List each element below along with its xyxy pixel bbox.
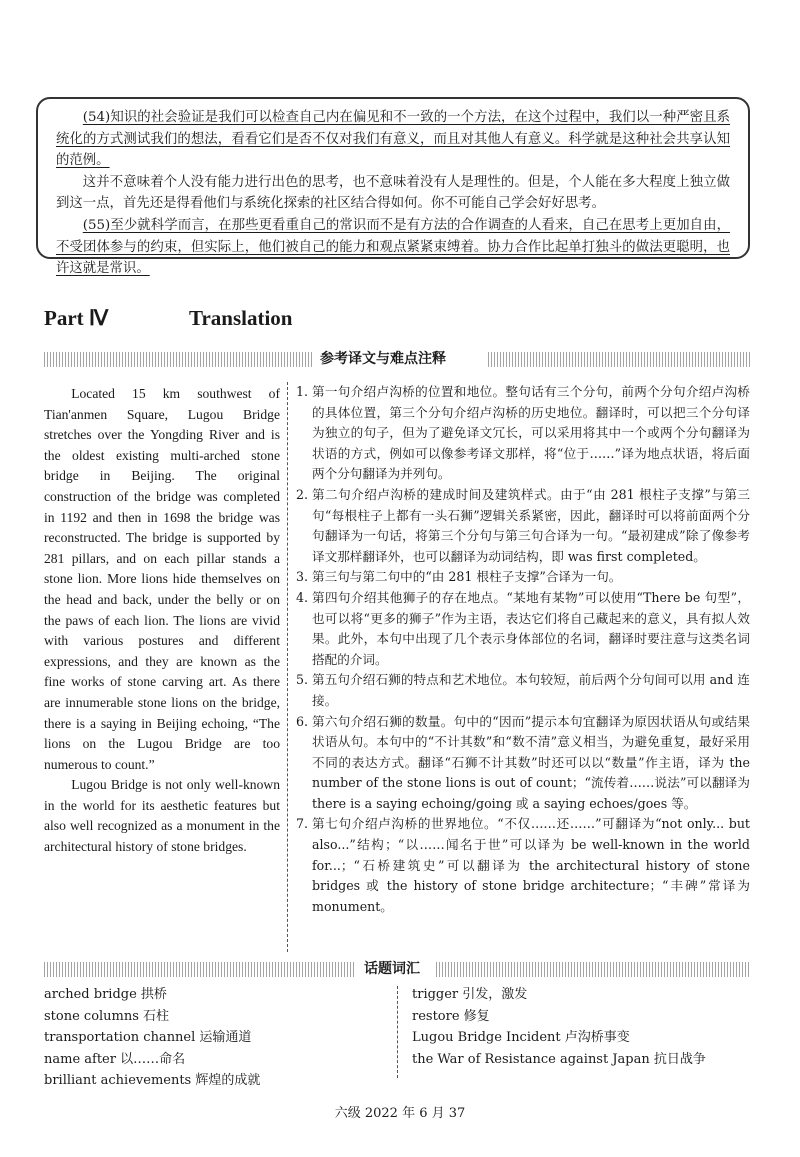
vocab-item: Lugou Bridge Incident 卢沟桥事变: [412, 1030, 630, 1045]
column-divider: [287, 382, 288, 952]
note-number: 2.: [296, 486, 309, 502]
vocab-item: stone columns 石柱: [44, 1008, 170, 1024]
vocab-band-right: [436, 962, 750, 977]
answer-55-underlined: (55)至少就科学而言，在那些更看重自己的常识而不是有方法的合作调查的人看来，自己在思考上更加自由，不受团体参与的约束，但实际上，他们被自己的能力和观点紧紧束缚着。协力合作比起单打独斗的做法更聪明，也许这就是常识。: [56, 217, 730, 277]
note-number: 1.: [296, 384, 309, 399]
answer-paragraph-54: [56, 107, 730, 172]
translation-paragraph-1: Located 15 km southwest of Tian'anmen Square, Lugou Bridge stretches over the Yongding River and is the oldest existing multi-arched stone bridge in Beijing. The original construction of the bridge was completed in 1192 and then in 1698 the bridge was reconstructed. The bridge is supported by 281 pillars, and on each pillar stands a stone lion. More lions hide themselves on the head and back, under the belly or on the paws of each lion. The lions are vivid with various postures and different expressions, and they are known as the fine works of stone carving art. As there are innumerable stone lions on the bridge, there is a saying in Beijing echoing, “The lions on the Lugou Bridge are too numerous to count.”: [44, 386, 280, 772]
vocab-item: arched bridge 拱桥: [44, 987, 167, 1002]
note-number: 4.: [296, 589, 309, 605]
note-item: [296, 814, 750, 917]
note-number: 7.: [296, 816, 309, 832]
section-band-left: [44, 352, 312, 367]
note-number: 6.: [296, 713, 309, 729]
answer-paragraph-55: [56, 215, 730, 280]
vocab-band-left: [44, 962, 356, 977]
section-band-right: [488, 352, 750, 367]
note-item: [296, 382, 750, 485]
vocab-item: restore 修复: [412, 1008, 490, 1024]
part-title: Translation: [189, 306, 293, 330]
note-item: [296, 670, 750, 711]
translation-paragraph-2: Lugou Bridge is not only well-known in the world for its aesthetic features but also well recognized as a monument in the architectural history of stone bridges.: [44, 777, 280, 855]
vocab-item: brilliant achievements 辉煌的成就: [44, 1073, 261, 1088]
vocab-item: trigger 引发，激发: [412, 987, 528, 1002]
note-text: 第三句与第二句中的“由 281 根柱子支撑”合译为一句。: [312, 569, 622, 585]
vocab-item: name after 以……命名: [44, 1051, 186, 1067]
note-item: [296, 588, 750, 670]
note-item: [296, 567, 750, 588]
note-item: [296, 712, 750, 815]
vocab-list-left: [44, 984, 384, 1092]
note-item: [296, 485, 750, 567]
part-label: Part Ⅳ: [44, 306, 109, 330]
page-footer: 六级 2022 年 6 月 37: [334, 1106, 466, 1121]
note-number: 5.: [296, 672, 309, 688]
vocab-divider: [397, 986, 398, 1078]
vocab-item: transportation channel 运输通道: [44, 1030, 252, 1045]
note-text: 第五句介绍石狮的特点和艺术地位。本句较短，前后两个分句间可以用 and 连接。: [312, 672, 750, 708]
note-text: 第七句介绍卢沟桥的世界地位。“不仅……还……”可翻译为“not only... but also...”结构；“以……闻名于世”可以译为 be well-known in the world for...；“石桥建筑史”可以翻译为 the architectural history of stone bridges 或 the history of stone bridge architecture；“丰碑”常译为 monument。: [312, 816, 750, 914]
vocab-item: the War of Resistance against Japan 抗日战争: [412, 1051, 706, 1067]
vocab-list-right: [412, 984, 752, 1070]
note-number: 3.: [296, 569, 309, 585]
vocab-header: 话题词汇: [358, 960, 426, 978]
translation-text: [44, 384, 280, 858]
answer-paragraph-middle: 这并不意味着个人没有能力进行出色的思考，也不意味着没有人是理性的。但是，个人能在多大程度上独立做到这一点，首先还是得看他们与系统化探索的社区结合得如何。你不可能自己学会好好思考。: [56, 174, 730, 212]
note-text: 第六句介绍石狮的数量。句中的“因而”提示本句宜翻译为原因状语从句或结果状语从句。本句中的“不计其数”和“数不清”意义相当，为避免重复，最好采用不同的表达方式。翻译“石狮不计其数”时还可以以“数量”作主语，译为 the number of the stone lions is out of count；“流传着……说法”可以翻译为 there is a saying echoing/going 或 a saying echoes/goes 等。: [312, 713, 750, 811]
note-text: 第一句介绍卢沟桥的位置和地位。整句话有三个分句，前两个分句介绍卢沟桥的具体位置，第三个分句介绍卢沟桥的历史地位。翻译时，可以把三个分句译为独立的句子，但为了避免译文冗长，可以采用将其中一个或两个分句翻译为状语的方式，例如可以像参考译文那样，将“位于……”译为地点状语，将后面两个分句翻译为并列句。: [312, 384, 750, 482]
section-header: 参考译文与难点注释: [314, 350, 452, 368]
answer-54-underlined: (54)知识的社会验证是我们可以检查自己内在偏见和不一致的一个方法，在这个过程中，我们以一种严密且系统化的方式测试我们的想法，看看它们是否不仅对我们有意义，而且对其他人有意义。科学就是这种社会共享认知的范例。: [56, 110, 730, 169]
notes-list: [296, 382, 750, 917]
note-text: 第四句介绍其他狮子的存在地点。“某地有某物”可以使用“There be 句型”，也可以将“更多的狮子”作为主语，表达它们将自己藏起来的意义，具有拟人效果。此外，本句中出现了几个表示身体部位的名词，翻译时要注意与这类名词搭配的介词。: [312, 589, 750, 667]
part-heading: [44, 306, 293, 331]
answer-box: [36, 97, 750, 277]
note-text: 第二句介绍卢沟桥的建成时间及建筑样式。由于“由 281 根柱子支撑”与第三句“每根柱子上都有一头石狮”逻辑关系紧密，因此，翻译时可以将前面两个分句翻译为一句话，将第三个分句与第三句合译为一句。“最初建成”除了像参考译文那样翻译外，也可以翻译为动词结构，即 was first completed。: [312, 486, 750, 564]
